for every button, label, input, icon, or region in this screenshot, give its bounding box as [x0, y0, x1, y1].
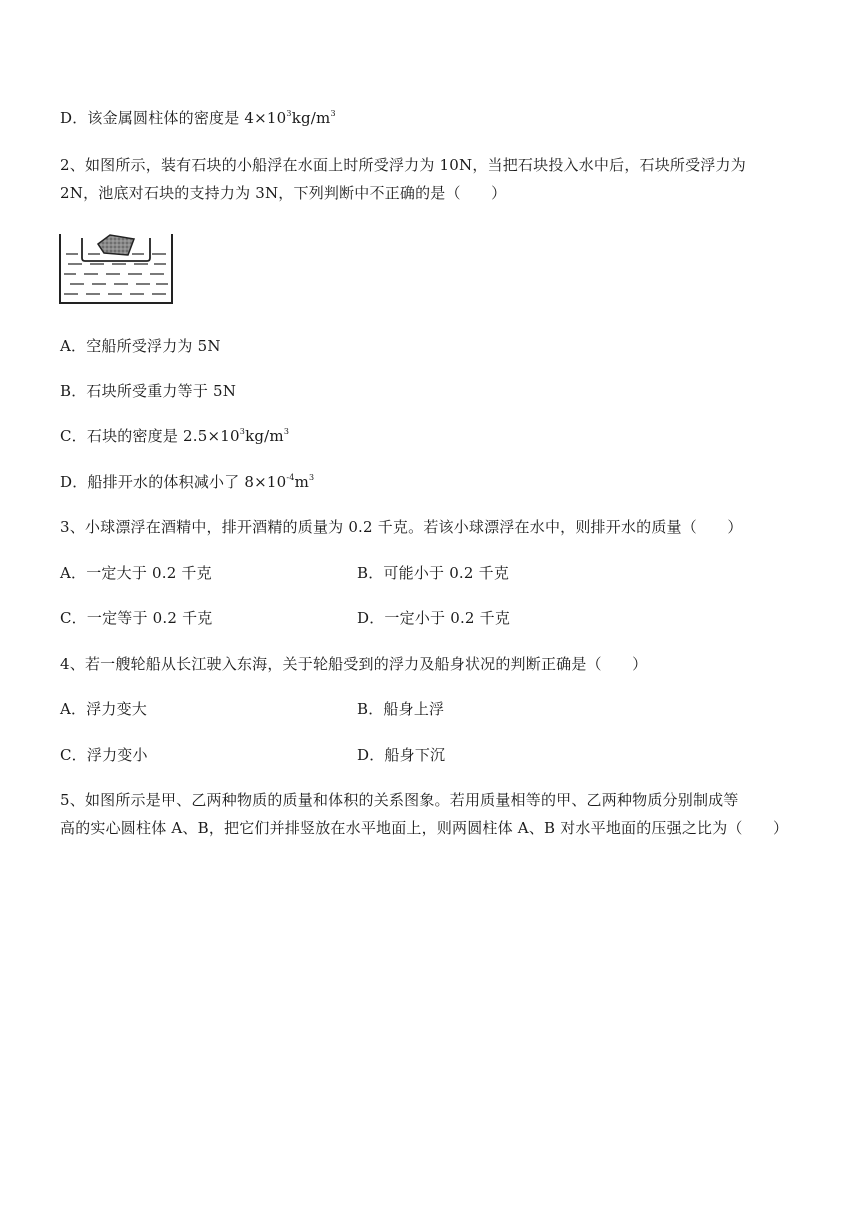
q1-option-d-text: D．该金属圆柱体的密度是 4×10: [60, 109, 287, 127]
q3-stem: 3、小球漂浮在酒精中，排开酒精的质量为 0.2 千克。若该小球漂浮在水中，则排开水的质量（ ）: [60, 518, 743, 536]
q2-option-b: B．石块所受重力等于 5N: [60, 382, 237, 400]
q4-option-b: B．船身上浮: [357, 700, 445, 718]
q3-option-b: B．可能小于 0.2 千克: [357, 564, 510, 582]
q1-option-d-exponent: 3: [286, 109, 292, 118]
q2-option-c-unit-exponent: 3: [283, 427, 290, 436]
q1-option-d-unit-exponent: 3: [330, 109, 336, 118]
q2-option-c-unit: kg/m: [245, 427, 284, 445]
q2-stem-line2: 2N，池底对石块的支持力为 3N，下列判断中不正确的是（ ）: [60, 184, 507, 202]
q2-option-c: [60, 426, 289, 446]
q2-option-d: [60, 472, 314, 492]
q1-option-d: [60, 108, 336, 128]
q2-stem-line1: 2、如图所示，装有石块的小船浮在水面上时所受浮力为 10N，当把石块投入水中后，石块所受浮力为: [60, 156, 746, 174]
q3-option-d: D．一定小于 0.2 千克: [357, 609, 511, 627]
q2-option-a: A．空船所受浮力为 5N: [60, 337, 221, 355]
q5-stem-line1: 5、如图所示是甲、乙两种物质的质量和体积的关系图象。若用质量相等的甲、乙两种物质分别制成等: [60, 791, 739, 809]
q4-option-a: A．浮力变大: [60, 700, 148, 718]
q4-option-c: C．浮力变小: [60, 746, 148, 764]
q2-option-c-text: C．石块的密度是 2.5×10: [60, 427, 240, 445]
q1-option-d-unit: kg/m: [291, 109, 331, 127]
q5-stem-line2: 高的实心圆柱体 A、B，把它们并排竖放在水平地面上，则两圆柱体 A、B 对水平地面的压强之比为（ ）: [60, 819, 789, 837]
q3-option-c: C．一定等于 0.2 千克: [60, 609, 213, 627]
q2-option-d-unit: m: [294, 473, 310, 491]
q3-option-a: A．一定大于 0.2 千克: [60, 564, 212, 582]
q2-option-d-text: D．船排开水的体积减小了 8×10: [60, 473, 287, 491]
boat-in-water-figure: [58, 230, 174, 306]
q4-stem: 4、若一艘轮船从长江驶入东海，关于轮船受到的浮力及船身状况的判断正确是（ ）: [60, 655, 648, 673]
q4-option-d: D．船身下沉: [357, 746, 446, 764]
q2-option-c-exponent: 3: [239, 427, 246, 436]
q2-option-d-unit-exponent: 3: [309, 473, 315, 482]
q2-option-d-exponent: -4: [286, 473, 295, 482]
